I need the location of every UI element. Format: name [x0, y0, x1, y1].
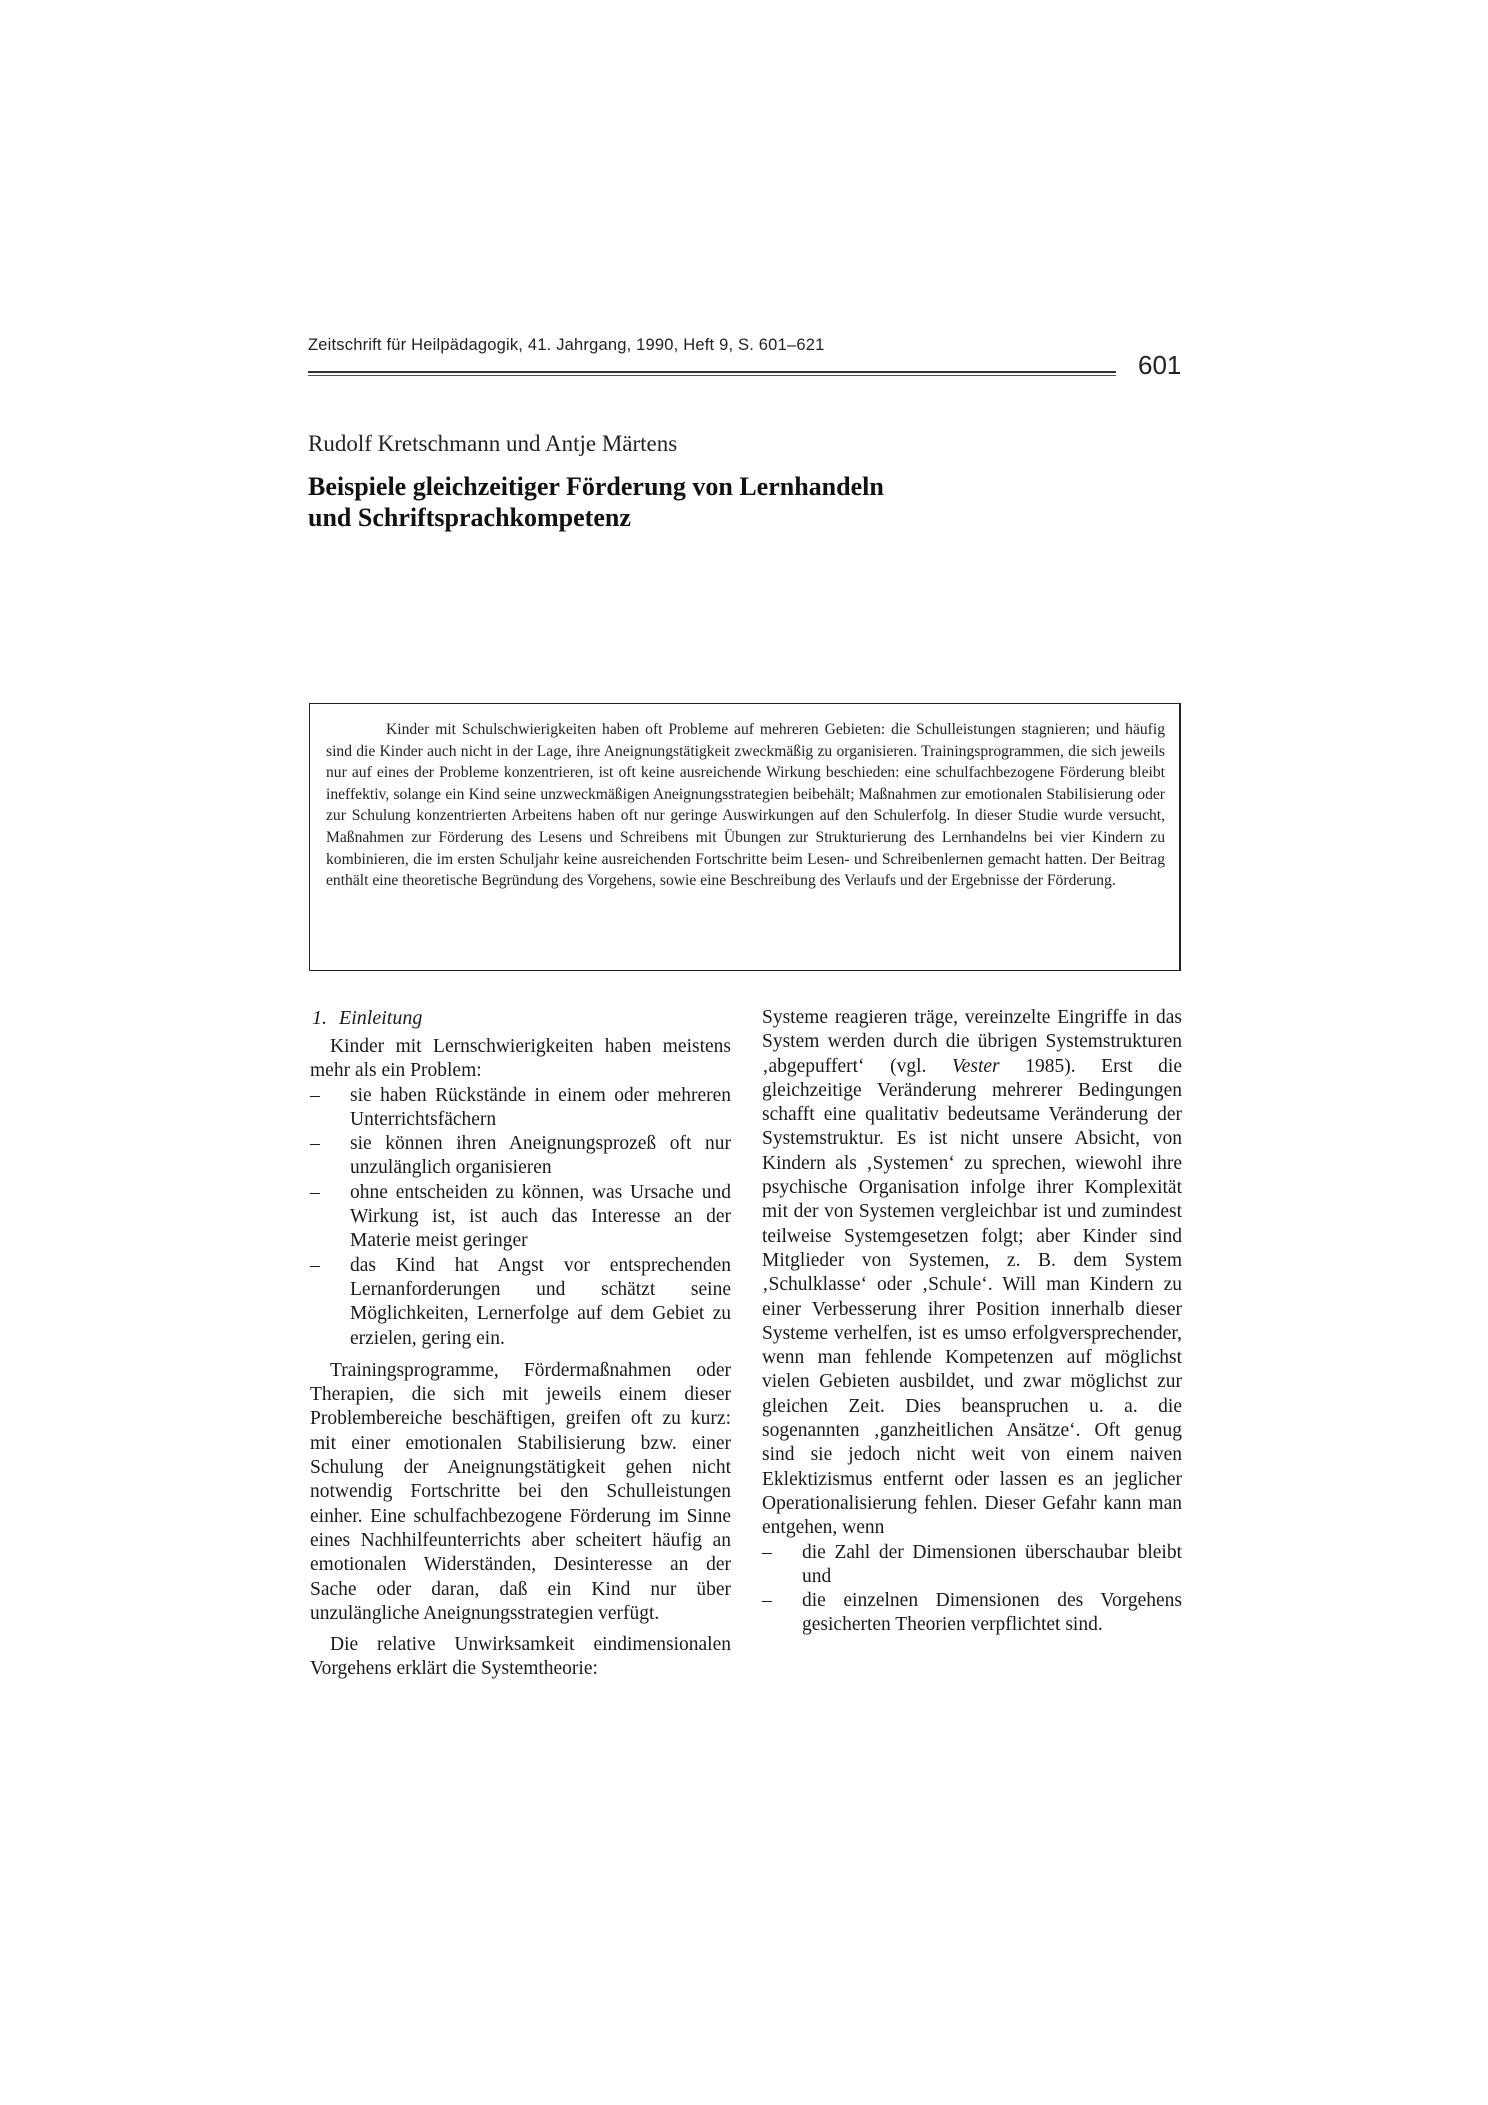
- header-rule-thin: [308, 375, 1116, 376]
- article-authors: Rudolf Kretschmann und Antje Märtens: [308, 431, 678, 456]
- list-item: – sie haben Rückstände in einem oder mehreren Unterrichtsfächern: [310, 1084, 731, 1130]
- right-column: [762, 1006, 1182, 1638]
- page-number: 601: [1138, 350, 1182, 380]
- list-item: – sie können ihren Aneignungsprozeß oft nur unzulänglich organisieren: [310, 1133, 731, 1179]
- article-title: [308, 471, 1208, 533]
- dash-bullet: –: [310, 1254, 320, 1276]
- list-item: – die einzelnen Dimensionen des Vorgehens gesicherten Theorien verpflichtet sind.: [762, 1590, 1182, 1636]
- dash-bullet: –: [762, 1541, 772, 1563]
- abstract-text: Kinder mit Schulschwierigkeiten haben oft Probleme auf mehreren Gebieten: die Schulleistungen stagnieren; und häufig sind die Kinder auch nicht in der Lage, ihre Aneignungstätigkeit zweckmäßig zu organisieren. Trainingsprogrammen, die sich jeweils nur auf eines der Probleme konzentrieren, ist oft keine ausreichende Wirkung beschieden: eine schulfachbezogene Förderung bleibt ineffektiv, solange ein Kind seine unzweckmäßigen Aneignungsstrategien beibehält; Maßnahmen zur emotionalen Stabilisierung oder zur Schulung konzentrierten Arbeitens haben oft nur geringe Auswirkungen auf den Schulerfolg. In dieser Studie wurde versucht, Maßnahmen zur Förderung des Lesens und Schreibens mit Übungen zur Strukturierung des Lernhandelns bei vier Kindern zu kombinieren, die im ersten Schuljahr keine ausreichenden Fortschritte beim Lesen- und Schreibenlernen gemacht hatten. Der Beitrag enthält eine theoretische Begründung des Vorgehens, sowie eine Beschreibung des Verlaufs und der Ergebnisse der Förderung.: [326, 721, 1165, 890]
- dash-bullet: –: [310, 1084, 320, 1106]
- article-title-line1: Beispiele gleichzeitiger Förderung von Lernhandeln: [308, 472, 884, 501]
- list-item: – die Zahl der Dimensionen überschaubar bleibt und: [762, 1541, 1182, 1587]
- header-rule: [308, 371, 1116, 373]
- body-paragraph: Die relative Unwirksamkeit eindimensionalen Vorgehens erklärt die Systemtheorie:: [310, 1634, 731, 1680]
- dash-bullet: –: [762, 1590, 772, 1612]
- condition-list: [762, 1541, 1182, 1638]
- dash-bullet: –: [310, 1181, 320, 1203]
- article-title-line2: und Schriftsprachkompetenz: [308, 503, 631, 532]
- dash-bullet: –: [310, 1133, 320, 1155]
- intro-paragraph: Kinder mit Lernschwierigkeiten haben meistens mehr als ein Problem:: [310, 1036, 731, 1082]
- section-number: 1.: [312, 1007, 327, 1029]
- list-item: – ohne entscheiden zu können, was Ursache und Wirkung ist, ist auch das Interesse an der Materie meist geringer: [310, 1181, 731, 1252]
- section-heading: [310, 1006, 731, 1030]
- list-item: – das Kind hat Angst vor entsprechenden Lernanforderungen und schätzt seine Möglichkeiten, Lernerfolge auf dem Gebiet zu erzielen, gering ein.: [310, 1254, 731, 1349]
- journal-citation: Zeitschrift für Heilpädagogik, 41. Jahrgang, 1990, Heft 9, S. 601–621: [308, 336, 825, 354]
- citation-author: Vester: [951, 1055, 1000, 1077]
- problem-list: [310, 1084, 731, 1351]
- left-column: [310, 1006, 731, 1682]
- body-paragraph: Trainingsprogramme, Fördermaßnahmen oder Therapien, die sich mit jeweils einem dieser Problembereiche beschäftigen, greifen oft zu kurz: mit einer emotionalen Stabilisierung bzw. einer Schulung der Aneignungstätigkeit gehen nicht notwendig Fortschritte bei den Schulleistungen einher. Eine schulfachbezogene Förderung im Sinne eines Nachhilfeunterrichts aber scheitert häufig an emotionalen Widerständen, Desinteresse an der Sache oder daran, daß ein Kind nur über unzulängliche Aneignungsstrategien verfügt.: [310, 1359, 731, 1624]
- section-title: Einleitung: [339, 1007, 423, 1029]
- body-paragraph: Systeme reagieren träge, vereinzelte Eingriffe in das System werden durch die übrigen Systemstrukturen ‚abgepuffert‘ (vgl. Vester 1985). Erst die gleichzeitige Veränderung mehrerer Bedingungen schafft eine qualitativ bedeutsame Veränderung der Systemstruktur. Es ist nicht unsere Absicht, von Kindern als ‚Systemen‘ zu sprechen, wiewohl ihre psychische Organisation infolge ihrer Komplexität mit der von Systemen vergleichbar ist und zumindest teilweise Systemgesetzen folgt; aber Kinder sind Mitglieder von Systemen, z. B. dem System ‚Schulklasse‘ oder ‚Schule‘. Will man Kindern zu einer Verbesserung ihrer Position innerhalb dieser Systeme verhelfen, ist es umso erfolgversprechender, wenn man fehlende Kompetenzen auf möglichst vielen Gebieten ausbildet, und zwar möglichst zur gleichen Zeit. Dies beanspruchen u. a. die sogenannten ‚ganzheitlichen Ansätze‘. Oft genug sind sie jedoch nicht weit von einem naiven Eklektizismus entfernt oder lassen es an jeglicher Operationalisierung fehlen. Dieser Gefahr kann man entgehen, wenn: [762, 1007, 1182, 1539]
- abstract-box: [309, 703, 1181, 971]
